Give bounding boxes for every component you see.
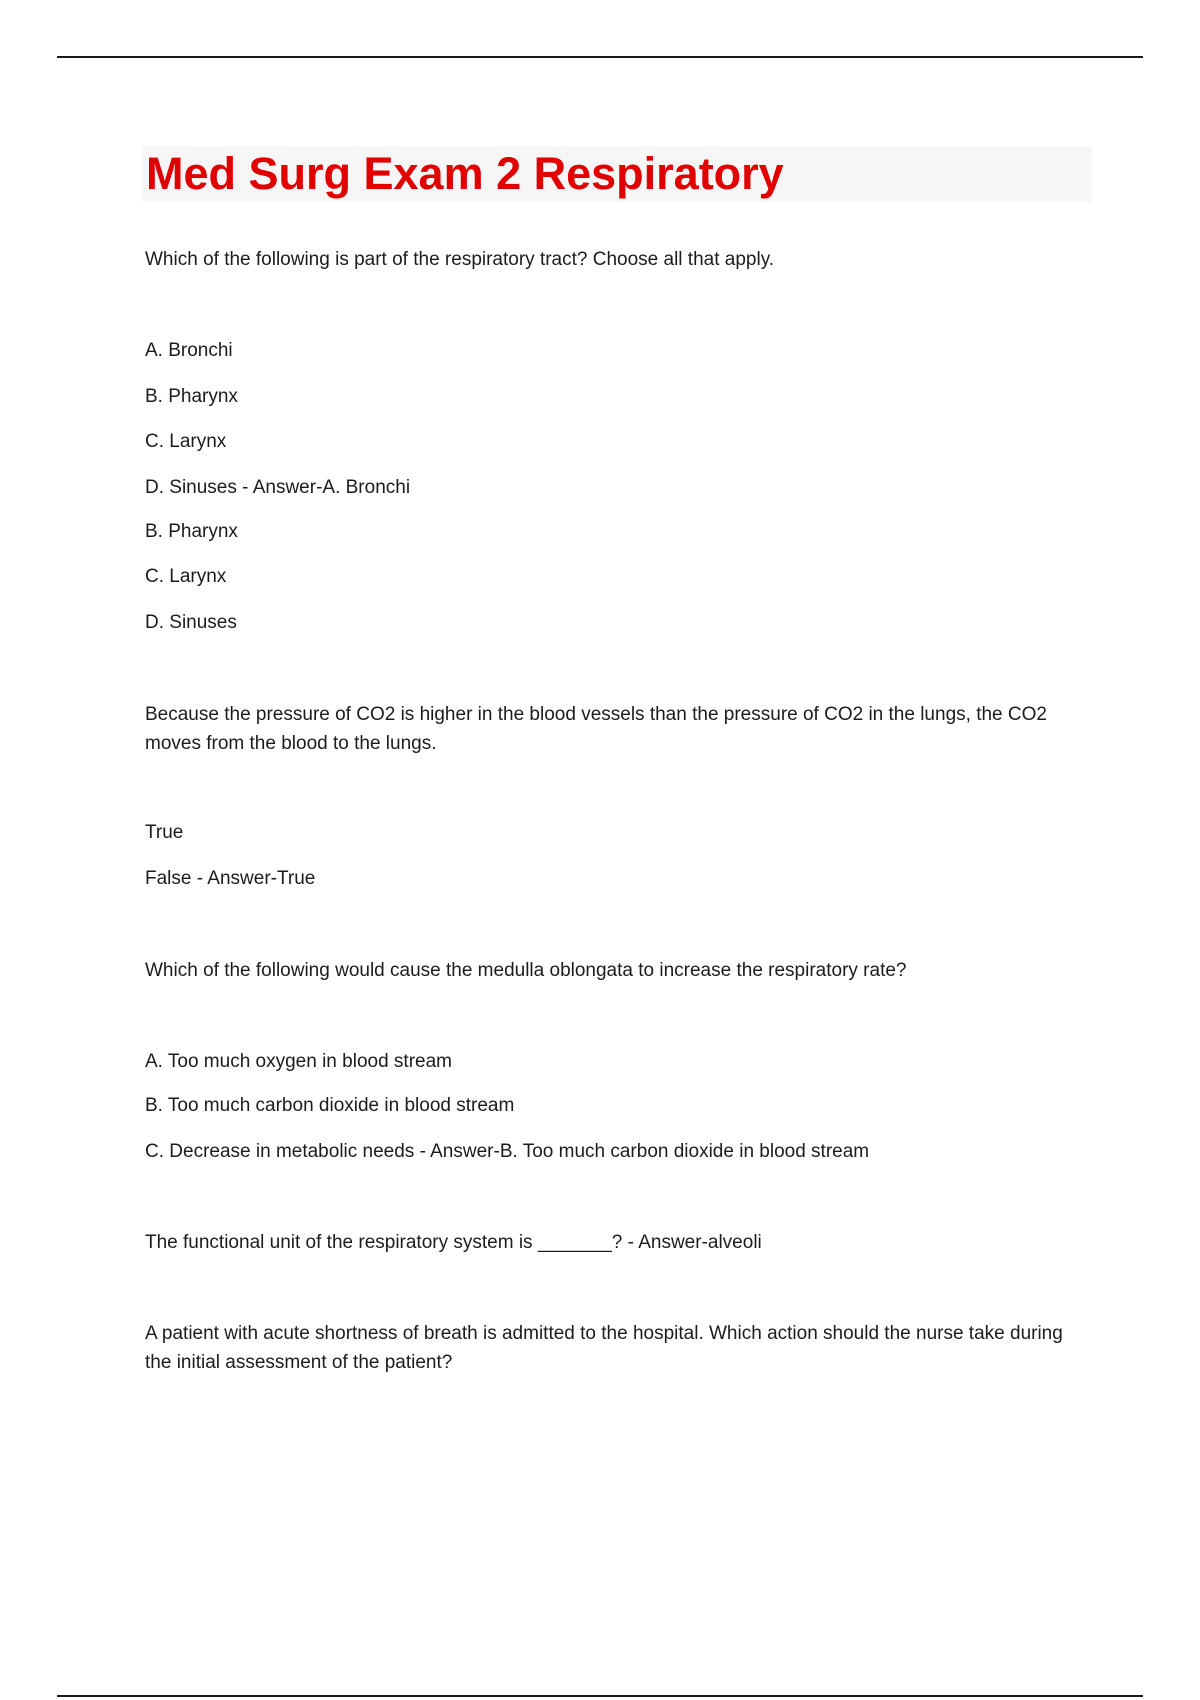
question-3-answer: C. Decrease in metabolic needs - Answer-B. Too much carbon dioxide in blood stream: [145, 1141, 870, 1162]
footer-rule: [57, 1695, 1143, 1697]
header-rule: [57, 56, 1143, 58]
question-2-prompt: Because the pressure of CO2 is higher in the blood vessels than the pressure of CO2 in the lungs, the CO2 moves from the blood to the lungs.: [145, 704, 1047, 754]
question-2-option: True: [145, 822, 184, 843]
question-1-prompt: Which of the following is part of the respiratory tract? Choose all that apply.: [145, 249, 775, 270]
question-3-option: A. Too much oxygen in blood stream: [145, 1051, 452, 1072]
question-1-answer: B. Pharynx: [145, 521, 238, 542]
question-2-answer: False - Answer-True: [145, 868, 316, 889]
question-3-option: B. Too much carbon dioxide in blood stream: [145, 1095, 515, 1116]
question-1-answer: D. Sinuses - Answer-A. Bronchi: [145, 477, 411, 498]
question-1-answer: C. Larynx: [145, 566, 227, 587]
question-1-option: A. Bronchi: [145, 340, 233, 361]
question-5-prompt: A patient with acute shortness of breath is admitted to the hospital. Which action should the nurse take during the initial assessment of the patient?: [145, 1323, 1063, 1373]
question-1-answer: D. Sinuses: [145, 612, 237, 633]
document-title: Med Surg Exam 2 Respiratory: [146, 148, 784, 199]
question-4-prompt: The functional unit of the respiratory system is _______? - Answer-alveoli: [145, 1232, 762, 1253]
question-1-option: B. Pharynx: [145, 386, 238, 407]
question-1-option: C. Larynx: [145, 431, 227, 452]
question-3-prompt: Which of the following would cause the medulla oblongata to increase the respiratory rate?: [145, 960, 907, 981]
